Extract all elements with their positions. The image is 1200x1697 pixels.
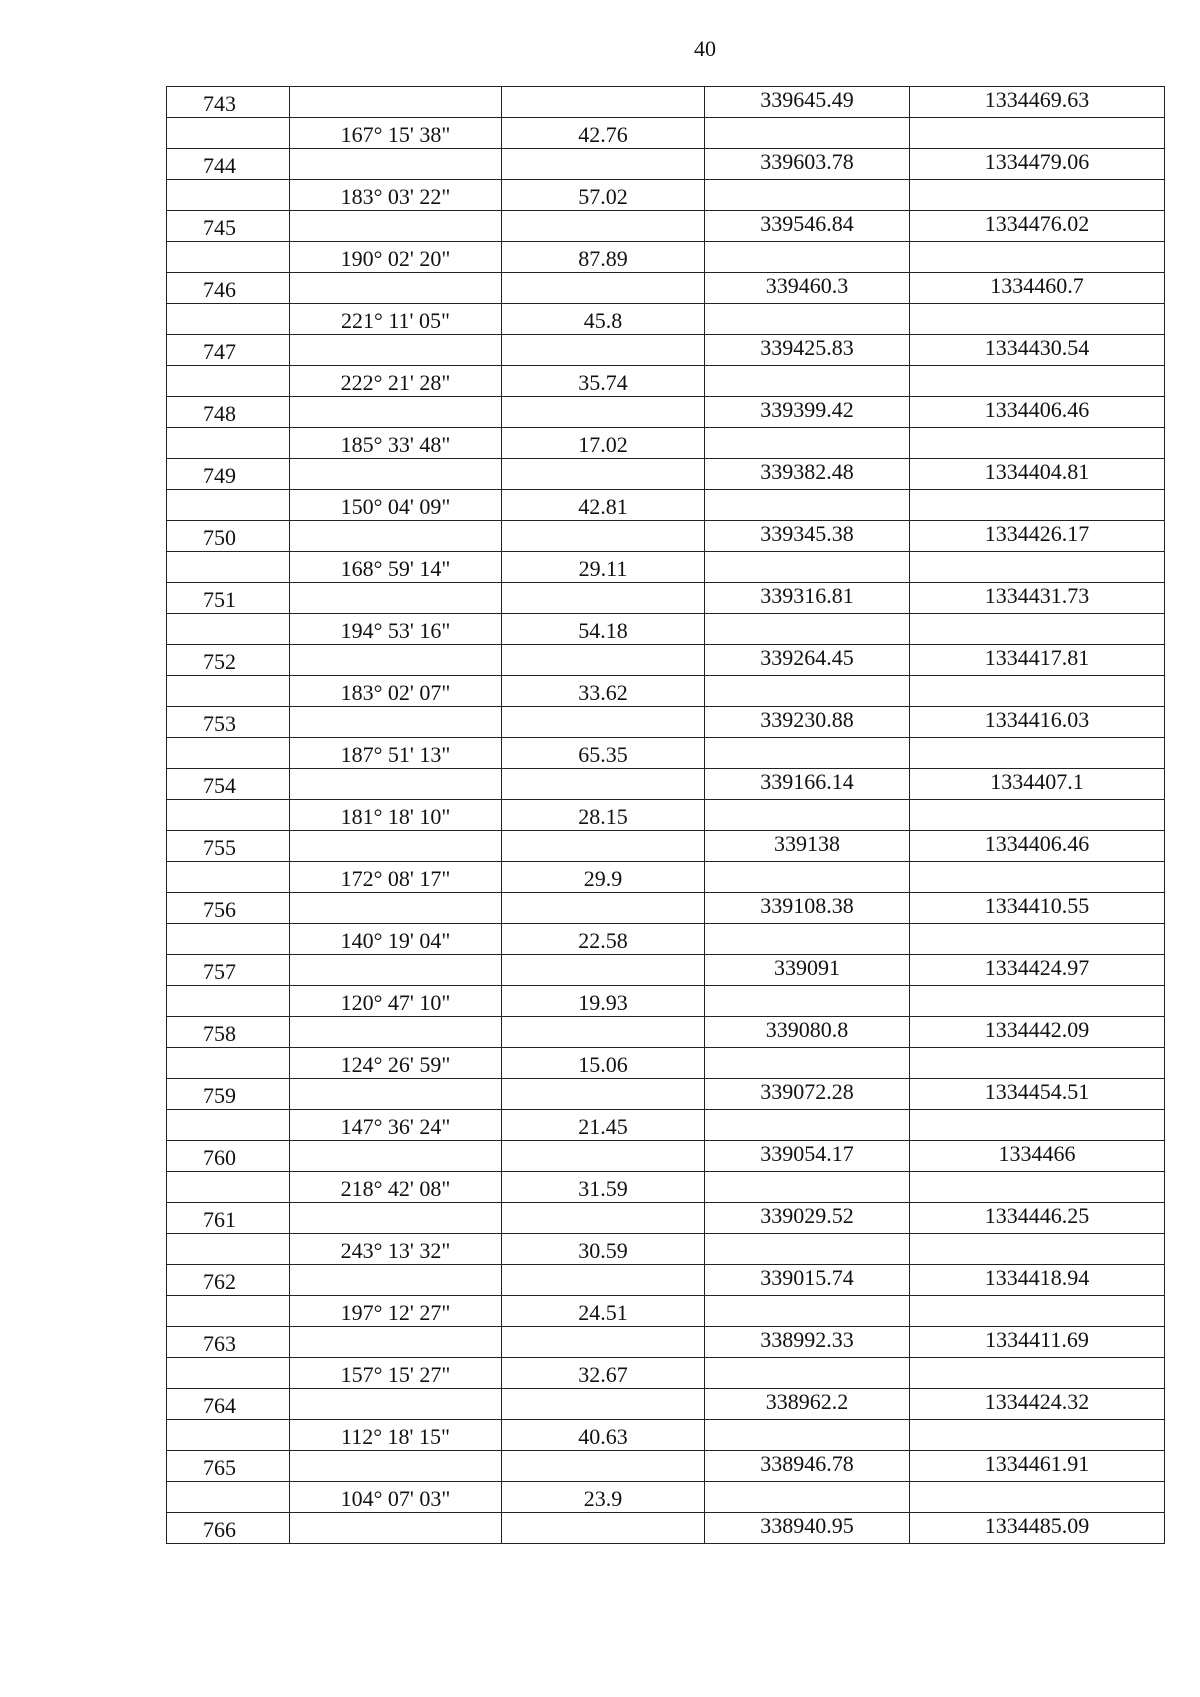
easting-cell: 1334426.17 xyxy=(910,521,1165,552)
bearing-cell xyxy=(290,397,502,428)
northing-cell: 339015.74 xyxy=(705,1265,910,1296)
bearing-cell: 222° 21' 28" xyxy=(290,366,502,397)
northing-cell xyxy=(705,738,910,769)
station-cell: 746 xyxy=(167,273,290,304)
station-cell xyxy=(167,800,290,831)
station-row xyxy=(167,1265,1165,1296)
bearing-cell xyxy=(290,955,502,986)
station-cell: 762 xyxy=(167,1265,290,1296)
distance-cell xyxy=(502,1017,705,1048)
station-row xyxy=(167,583,1165,614)
easting-cell xyxy=(910,676,1165,707)
bearing-cell: 185° 33' 48" xyxy=(290,428,502,459)
distance-cell: 54.18 xyxy=(502,614,705,645)
easting-cell: 1334479.06 xyxy=(910,149,1165,180)
distance-cell xyxy=(502,893,705,924)
station-row xyxy=(167,87,1165,118)
easting-cell xyxy=(910,1420,1165,1451)
easting-cell: 1334424.32 xyxy=(910,1389,1165,1420)
table-body xyxy=(167,87,1165,1544)
bearing-cell: 221° 11' 05" xyxy=(290,304,502,335)
bearing-cell: 243° 13' 32" xyxy=(290,1234,502,1265)
easting-cell: 1334410.55 xyxy=(910,893,1165,924)
northing-cell xyxy=(705,428,910,459)
station-cell: 759 xyxy=(167,1079,290,1110)
northing-cell: 339080.8 xyxy=(705,1017,910,1048)
station-cell xyxy=(167,862,290,893)
segment-row xyxy=(167,1482,1165,1513)
bearing-cell: 181° 18' 10" xyxy=(290,800,502,831)
bearing-cell xyxy=(290,893,502,924)
northing-cell: 339645.49 xyxy=(705,87,910,118)
station-row xyxy=(167,397,1165,428)
easting-cell: 1334407.1 xyxy=(910,769,1165,800)
distance-cell: 32.67 xyxy=(502,1358,705,1389)
segment-row xyxy=(167,614,1165,645)
station-cell: 749 xyxy=(167,459,290,490)
distance-cell: 65.35 xyxy=(502,738,705,769)
northing-cell: 339345.38 xyxy=(705,521,910,552)
station-cell: 756 xyxy=(167,893,290,924)
northing-cell: 338962.2 xyxy=(705,1389,910,1420)
station-cell xyxy=(167,1172,290,1203)
distance-cell: 15.06 xyxy=(502,1048,705,1079)
distance-cell xyxy=(502,1327,705,1358)
station-cell: 747 xyxy=(167,335,290,366)
distance-cell xyxy=(502,87,705,118)
station-cell: 761 xyxy=(167,1203,290,1234)
easting-cell xyxy=(910,738,1165,769)
bearing-cell: 167° 15' 38" xyxy=(290,118,502,149)
station-cell: 753 xyxy=(167,707,290,738)
easting-cell xyxy=(910,862,1165,893)
station-cell xyxy=(167,738,290,769)
northing-cell: 339108.38 xyxy=(705,893,910,924)
bearing-cell: 120° 47' 10" xyxy=(290,986,502,1017)
easting-cell xyxy=(910,986,1165,1017)
distance-cell xyxy=(502,1079,705,1110)
station-cell xyxy=(167,180,290,211)
northing-cell: 339425.83 xyxy=(705,335,910,366)
bearing-cell xyxy=(290,521,502,552)
station-row xyxy=(167,1513,1165,1544)
northing-cell xyxy=(705,366,910,397)
bearing-cell: 147° 36' 24" xyxy=(290,1110,502,1141)
segment-row xyxy=(167,490,1165,521)
easting-cell xyxy=(910,1358,1165,1389)
station-cell: 765 xyxy=(167,1451,290,1482)
bearing-cell xyxy=(290,273,502,304)
station-row xyxy=(167,645,1165,676)
bearing-cell: 150° 04' 09" xyxy=(290,490,502,521)
segment-row xyxy=(167,428,1165,459)
easting-cell: 1334431.73 xyxy=(910,583,1165,614)
distance-cell: 17.02 xyxy=(502,428,705,459)
distance-cell: 24.51 xyxy=(502,1296,705,1327)
northing-cell xyxy=(705,614,910,645)
distance-cell xyxy=(502,1141,705,1172)
northing-cell xyxy=(705,676,910,707)
bearing-cell xyxy=(290,831,502,862)
station-row xyxy=(167,831,1165,862)
distance-cell: 57.02 xyxy=(502,180,705,211)
distance-cell: 30.59 xyxy=(502,1234,705,1265)
distance-cell: 42.76 xyxy=(502,118,705,149)
northing-cell: 339399.42 xyxy=(705,397,910,428)
station-cell: 750 xyxy=(167,521,290,552)
bearing-cell xyxy=(290,1451,502,1482)
station-cell xyxy=(167,924,290,955)
easting-cell: 1334404.81 xyxy=(910,459,1165,490)
distance-cell xyxy=(502,1513,705,1544)
northing-cell xyxy=(705,862,910,893)
station-cell: 760 xyxy=(167,1141,290,1172)
station-row xyxy=(167,459,1165,490)
segment-row xyxy=(167,1110,1165,1141)
bearing-cell: 197° 12' 27" xyxy=(290,1296,502,1327)
easting-cell xyxy=(910,1048,1165,1079)
station-cell: 755 xyxy=(167,831,290,862)
bearing-cell xyxy=(290,1079,502,1110)
page-number: 40 xyxy=(694,36,716,61)
bearing-cell: 187° 51' 13" xyxy=(290,738,502,769)
station-cell: 763 xyxy=(167,1327,290,1358)
northing-cell: 339166.14 xyxy=(705,769,910,800)
easting-cell xyxy=(910,366,1165,397)
station-cell xyxy=(167,304,290,335)
easting-cell xyxy=(910,924,1165,955)
easting-cell: 1334446.25 xyxy=(910,1203,1165,1234)
distance-cell: 45.8 xyxy=(502,304,705,335)
easting-cell xyxy=(910,1482,1165,1513)
northing-cell: 339316.81 xyxy=(705,583,910,614)
easting-cell: 1334485.09 xyxy=(910,1513,1165,1544)
easting-cell: 1334442.09 xyxy=(910,1017,1165,1048)
easting-cell xyxy=(910,800,1165,831)
station-row xyxy=(167,211,1165,242)
station-cell: 744 xyxy=(167,149,290,180)
easting-cell: 1334411.69 xyxy=(910,1327,1165,1358)
northing-cell xyxy=(705,1358,910,1389)
easting-cell: 1334461.91 xyxy=(910,1451,1165,1482)
segment-row xyxy=(167,1172,1165,1203)
bearing-cell: 190° 02' 20" xyxy=(290,242,502,273)
distance-cell: 35.74 xyxy=(502,366,705,397)
distance-cell: 42.81 xyxy=(502,490,705,521)
survey-coordinates-table xyxy=(166,86,1165,1544)
distance-cell: 29.9 xyxy=(502,862,705,893)
station-cell: 751 xyxy=(167,583,290,614)
segment-row xyxy=(167,676,1165,707)
station-cell xyxy=(167,366,290,397)
easting-cell xyxy=(910,1234,1165,1265)
segment-row xyxy=(167,1420,1165,1451)
easting-cell: 1334460.7 xyxy=(910,273,1165,304)
distance-cell: 22.58 xyxy=(502,924,705,955)
distance-cell xyxy=(502,707,705,738)
bearing-cell xyxy=(290,583,502,614)
distance-cell xyxy=(502,521,705,552)
northing-cell xyxy=(705,304,910,335)
distance-cell xyxy=(502,831,705,862)
station-cell xyxy=(167,986,290,1017)
northing-cell: 338992.33 xyxy=(705,1327,910,1358)
segment-row xyxy=(167,180,1165,211)
station-row xyxy=(167,1141,1165,1172)
easting-cell xyxy=(910,1110,1165,1141)
easting-cell xyxy=(910,1296,1165,1327)
distance-cell xyxy=(502,273,705,304)
distance-cell: 28.15 xyxy=(502,800,705,831)
station-cell: 748 xyxy=(167,397,290,428)
station-cell: 752 xyxy=(167,645,290,676)
station-row xyxy=(167,955,1165,986)
northing-cell: 338940.95 xyxy=(705,1513,910,1544)
bearing-cell xyxy=(290,149,502,180)
station-cell: 758 xyxy=(167,1017,290,1048)
distance-cell: 21.45 xyxy=(502,1110,705,1141)
easting-cell: 1334416.03 xyxy=(910,707,1165,738)
northing-cell xyxy=(705,924,910,955)
bearing-cell: 168° 59' 14" xyxy=(290,552,502,583)
easting-cell: 1334430.54 xyxy=(910,335,1165,366)
distance-cell: 31.59 xyxy=(502,1172,705,1203)
station-row xyxy=(167,893,1165,924)
segment-row xyxy=(167,1048,1165,1079)
northing-cell: 339603.78 xyxy=(705,149,910,180)
bearing-cell: 140° 19' 04" xyxy=(290,924,502,955)
bearing-cell: 112° 18' 15" xyxy=(290,1420,502,1451)
station-row xyxy=(167,769,1165,800)
distance-cell: 29.11 xyxy=(502,552,705,583)
station-cell xyxy=(167,1110,290,1141)
northing-cell: 339091 xyxy=(705,955,910,986)
station-row xyxy=(167,1079,1165,1110)
northing-cell xyxy=(705,1482,910,1513)
bearing-cell: 172° 08' 17" xyxy=(290,862,502,893)
station-cell xyxy=(167,552,290,583)
northing-cell: 339029.52 xyxy=(705,1203,910,1234)
distance-cell xyxy=(502,397,705,428)
easting-cell xyxy=(910,490,1165,521)
bearing-cell: 194° 53' 16" xyxy=(290,614,502,645)
segment-row xyxy=(167,924,1165,955)
segment-row xyxy=(167,986,1165,1017)
distance-cell: 40.63 xyxy=(502,1420,705,1451)
easting-cell xyxy=(910,428,1165,459)
station-row xyxy=(167,1327,1165,1358)
distance-cell xyxy=(502,459,705,490)
distance-cell xyxy=(502,149,705,180)
northing-cell xyxy=(705,490,910,521)
northing-cell xyxy=(705,1110,910,1141)
distance-cell xyxy=(502,1451,705,1482)
distance-cell: 23.9 xyxy=(502,1482,705,1513)
distance-cell xyxy=(502,1203,705,1234)
easting-cell: 1334454.51 xyxy=(910,1079,1165,1110)
bearing-cell xyxy=(290,1327,502,1358)
distance-cell xyxy=(502,211,705,242)
easting-cell xyxy=(910,552,1165,583)
station-cell xyxy=(167,1296,290,1327)
station-cell xyxy=(167,1234,290,1265)
northing-cell xyxy=(705,180,910,211)
station-cell: 743 xyxy=(167,87,290,118)
easting-cell xyxy=(910,242,1165,273)
station-row xyxy=(167,1451,1165,1482)
station-cell xyxy=(167,614,290,645)
northing-cell: 339138 xyxy=(705,831,910,862)
station-cell xyxy=(167,1482,290,1513)
northing-cell xyxy=(705,118,910,149)
distance-cell xyxy=(502,645,705,676)
bearing-cell: 183° 03' 22" xyxy=(290,180,502,211)
northing-cell xyxy=(705,986,910,1017)
northing-cell xyxy=(705,552,910,583)
northing-cell: 339230.88 xyxy=(705,707,910,738)
distance-cell: 87.89 xyxy=(502,242,705,273)
segment-row xyxy=(167,738,1165,769)
station-cell: 754 xyxy=(167,769,290,800)
station-cell xyxy=(167,490,290,521)
segment-row xyxy=(167,552,1165,583)
station-cell xyxy=(167,1420,290,1451)
bearing-cell xyxy=(290,1017,502,1048)
distance-cell xyxy=(502,769,705,800)
distance-cell: 19.93 xyxy=(502,986,705,1017)
distance-cell xyxy=(502,955,705,986)
northing-cell: 339072.28 xyxy=(705,1079,910,1110)
northing-cell: 338946.78 xyxy=(705,1451,910,1482)
bearing-cell xyxy=(290,1203,502,1234)
station-row xyxy=(167,335,1165,366)
bearing-cell: 183° 02' 07" xyxy=(290,676,502,707)
bearing-cell: 218° 42' 08" xyxy=(290,1172,502,1203)
distance-cell: 33.62 xyxy=(502,676,705,707)
easting-cell: 1334466 xyxy=(910,1141,1165,1172)
station-row xyxy=(167,1203,1165,1234)
station-cell xyxy=(167,242,290,273)
distance-cell xyxy=(502,1389,705,1420)
bearing-cell xyxy=(290,707,502,738)
northing-cell: 339546.84 xyxy=(705,211,910,242)
bearing-cell xyxy=(290,87,502,118)
easting-cell xyxy=(910,118,1165,149)
bearing-cell xyxy=(290,459,502,490)
easting-cell: 1334469.63 xyxy=(910,87,1165,118)
station-row xyxy=(167,521,1165,552)
easting-cell xyxy=(910,614,1165,645)
easting-cell: 1334476.02 xyxy=(910,211,1165,242)
northing-cell: 339054.17 xyxy=(705,1141,910,1172)
segment-row xyxy=(167,1234,1165,1265)
northing-cell: 339264.45 xyxy=(705,645,910,676)
northing-cell xyxy=(705,1234,910,1265)
distance-cell xyxy=(502,335,705,366)
segment-row xyxy=(167,1296,1165,1327)
northing-cell: 339382.48 xyxy=(705,459,910,490)
easting-cell: 1334417.81 xyxy=(910,645,1165,676)
segment-row xyxy=(167,118,1165,149)
bearing-cell xyxy=(290,1513,502,1544)
northing-cell xyxy=(705,1296,910,1327)
station-row xyxy=(167,1389,1165,1420)
northing-cell xyxy=(705,1048,910,1079)
station-cell: 766 xyxy=(167,1513,290,1544)
distance-cell xyxy=(502,1265,705,1296)
bearing-cell xyxy=(290,1389,502,1420)
station-cell xyxy=(167,118,290,149)
segment-row xyxy=(167,862,1165,893)
northing-cell xyxy=(705,1172,910,1203)
bearing-cell xyxy=(290,1141,502,1172)
station-cell: 764 xyxy=(167,1389,290,1420)
station-row xyxy=(167,273,1165,304)
station-cell xyxy=(167,428,290,459)
bearing-cell xyxy=(290,645,502,676)
bearing-cell xyxy=(290,1265,502,1296)
northing-cell xyxy=(705,800,910,831)
station-cell xyxy=(167,676,290,707)
station-row xyxy=(167,707,1165,738)
station-cell: 757 xyxy=(167,955,290,986)
station-cell xyxy=(167,1358,290,1389)
segment-row xyxy=(167,304,1165,335)
easting-cell xyxy=(910,304,1165,335)
station-cell: 745 xyxy=(167,211,290,242)
bearing-cell xyxy=(290,769,502,800)
distance-cell xyxy=(502,583,705,614)
station-row xyxy=(167,149,1165,180)
easting-cell xyxy=(910,180,1165,211)
bearing-cell xyxy=(290,335,502,366)
segment-row xyxy=(167,242,1165,273)
segment-row xyxy=(167,366,1165,397)
station-cell xyxy=(167,1048,290,1079)
bearing-cell: 124° 26' 59" xyxy=(290,1048,502,1079)
segment-row xyxy=(167,1358,1165,1389)
bearing-cell: 104° 07' 03" xyxy=(290,1482,502,1513)
easting-cell xyxy=(910,1172,1165,1203)
easting-cell: 1334424.97 xyxy=(910,955,1165,986)
station-row xyxy=(167,1017,1165,1048)
easting-cell: 1334406.46 xyxy=(910,397,1165,428)
easting-cell: 1334418.94 xyxy=(910,1265,1165,1296)
northing-cell: 339460.3 xyxy=(705,273,910,304)
bearing-cell xyxy=(290,211,502,242)
easting-cell: 1334406.46 xyxy=(910,831,1165,862)
segment-row xyxy=(167,800,1165,831)
northing-cell xyxy=(705,1420,910,1451)
bearing-cell: 157° 15' 27" xyxy=(290,1358,502,1389)
northing-cell xyxy=(705,242,910,273)
